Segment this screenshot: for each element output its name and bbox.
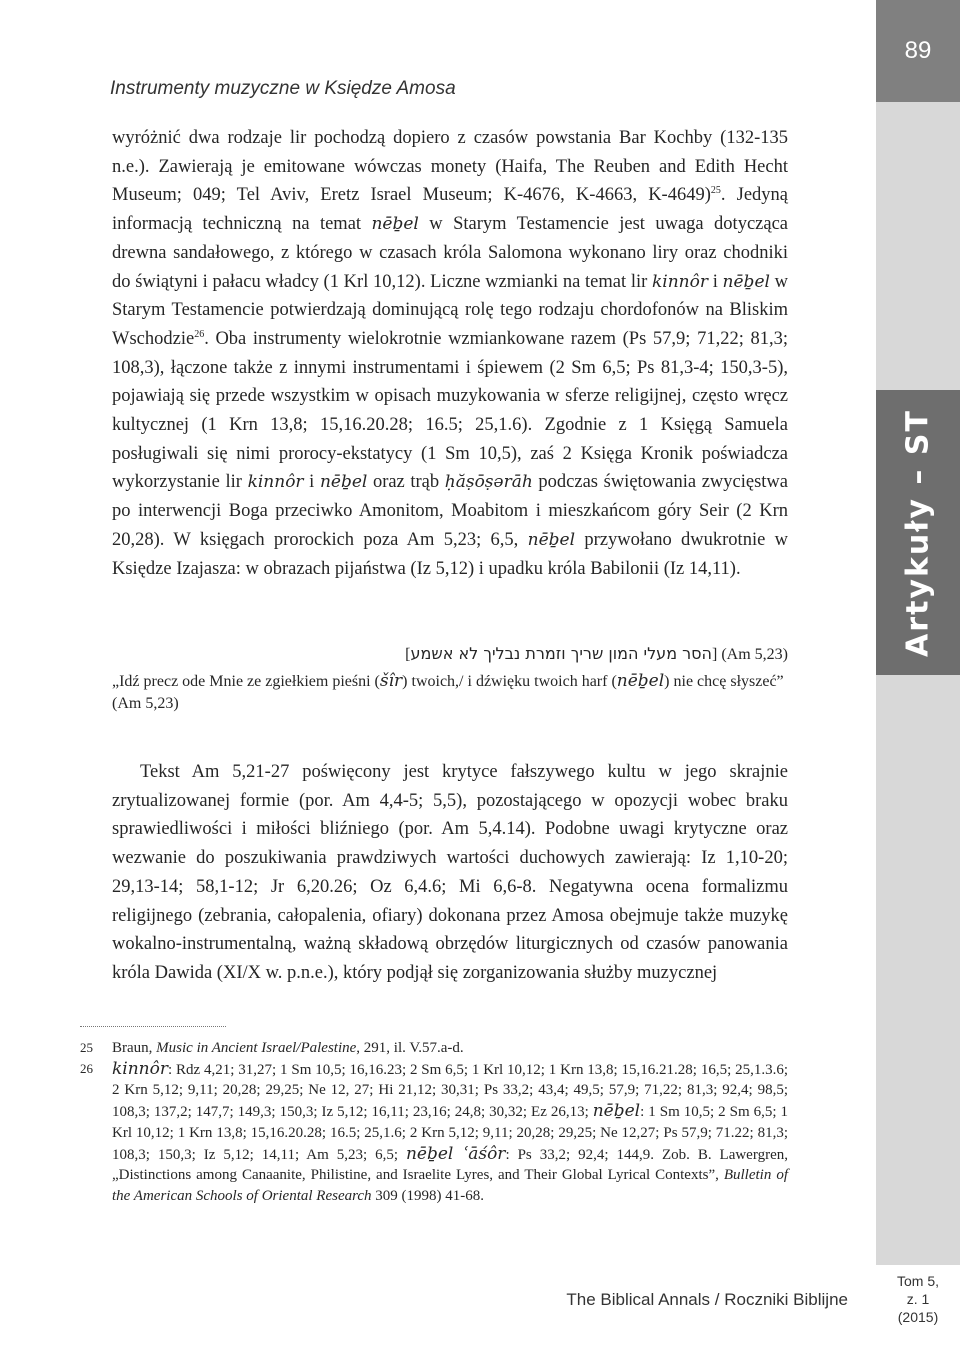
transliteration: nēḇel bbox=[371, 214, 419, 235]
footnote-ref-25[interactable]: 25 bbox=[710, 185, 721, 197]
text-span: . Jedyną informacją techniczną na temat bbox=[112, 185, 788, 235]
text-span: w Starym Testamencie jest uwaga dotycząca drewna sandałowego, z którego w czasach króla Salomona wykonano liry oraz chodniki do świątyni i pałacu władcy (1 Krl 10,12). Liczne wzmianki na temat lir bbox=[112, 214, 789, 292]
book-title: Music in Ancient Israel/Palestine bbox=[156, 1040, 357, 1056]
text-span: „Idź precz ode Mnie ze zgiełkiem pieśni ( bbox=[112, 673, 380, 690]
transliteration: kinnôr bbox=[112, 1058, 168, 1079]
footnote-body bbox=[112, 1059, 788, 1207]
text-span: : Rdz 4,21; 31,27; 1 Sm 10,5; 16,16.23; 2 Sm 6,5; 1 Krl 10,12; 1 Krn 13,8; 15,16.21.28; 16,5; 25,1.3.6; 2 Krn 5,12; 9,11; 20,28; 29,25; Ne 12, 27; Hi 21,12; 30,31; Ps 33,2; 43,4; 49,5; 57,9; 71,22; 81,3; 92,4; 98,5; 108,3; 137,2; 147,7; 149,3; 150,3; Iz 5,12; 16,11; 23,16; 24,8; 30,32; Ez 26,13; bbox=[112, 1061, 788, 1121]
text-span: w Starym Testamencie potwierdzają dominującą rolę tego rodzaju chordofonów na Bliskim Wschodzie bbox=[112, 271, 789, 349]
hebrew-text: הסר מעלי המון שריך וזמרת נבליך לא אשמע bbox=[410, 644, 713, 663]
transliteration: nēḇel bbox=[319, 472, 368, 493]
footnote-ref-26[interactable]: 26 bbox=[194, 328, 205, 340]
text-span: , 291, il. V.57.a-d. bbox=[356, 1040, 464, 1056]
section-tab bbox=[876, 390, 960, 675]
text-span: przywołano dwukrotnie w Księdze Izajasza: w obrazach pijaństwa (Iz 5,12) i upadku króla Babilonii (Iz 14,11). bbox=[112, 529, 788, 579]
volume-line: Tom 5, bbox=[896, 1273, 939, 1289]
transliteration: nēḇel bbox=[592, 1101, 641, 1122]
transliteration: nēḇel bbox=[616, 671, 665, 691]
text-span: ) nie chcę słyszeć” (Am 5,23) bbox=[112, 673, 784, 712]
side-rule-lower bbox=[876, 675, 960, 1265]
text-span: oraz trąb bbox=[367, 472, 445, 493]
text-span: ) twoich,/ i dźwięku twoich harf ( bbox=[402, 673, 617, 690]
transliteration: kinnôr bbox=[651, 271, 708, 292]
polish-quote bbox=[112, 670, 788, 715]
side-rule-upper bbox=[876, 102, 960, 390]
text-span: i bbox=[707, 271, 723, 292]
transliteration: kinnôr bbox=[247, 472, 304, 493]
footnote-number: 25 bbox=[80, 1040, 93, 1055]
text-span: . Oba instrumenty wielokrotnie wzmiankowane razem (Ps 57,9; 71,22; 81,3; 108,3), łączone także z innymi instrumentami i śpiewem (2 Sm 6,5; Ps 81,3-4; 150,3-5), pojawiają się przede wszystkim w opisach muzykowania w sferze religijnej, często wręcz kultycznej (1 Krn 13,8; 15,16.20.28; 16.5; 25,1.6). Zgodnie z 1 Księgą Samuela posługiwali się nimi prorocy-ekstatycy (1 Sm 10,5), zaś 2 Księga Kronik poświadcza wykorzystanie lir bbox=[112, 328, 788, 493]
page-number-text: 89 bbox=[904, 37, 932, 64]
quote-reference: (Am 5,23) bbox=[717, 646, 788, 663]
year-line: (2015) bbox=[897, 1309, 939, 1325]
issue-line: z. 1 bbox=[906, 1291, 930, 1307]
text-span: i bbox=[303, 472, 320, 493]
transliteration: ḥăṣōṣərāh bbox=[444, 472, 533, 493]
bracket-open: [ bbox=[405, 646, 411, 663]
transliteration: nēḇel ʿāśôr bbox=[405, 1143, 506, 1164]
footnote-26 bbox=[80, 1059, 788, 1207]
footnote-divider bbox=[80, 1026, 226, 1027]
footnote-body bbox=[112, 1038, 788, 1059]
bracket-close: ] bbox=[712, 646, 718, 663]
body-paragraph-2: Tekst Am 5,21-27 poświęcony jest krytyce fałszywego kultu w jego skrajnie zrytualizowanej formie (por. Am 4,4-5; 5,5), pozostającego w opozycji wobec braku sprawiedliwości i miłości bliźniego (por. Am 5,4.14). Podobne uwagi krytyczne oraz wezwanie do poszukiwania prawdziwych wartości duchowych zawierają: Iz 1,10-20; 29,13-14; 58,1-12; Jr 6,20.26; Oz 6,4.6; Mi 6,6-8. Negatywna ocena formalizmu religijnego (zebrania, całopalenia, ofiary) dokonana przez Amosa obejmuje także muzykę wokalno-instrumentalną, ważną składową obrzędów liturgicznych od czasów panowania króla Dawida (XI/X w. p.n.e.), który podjął się zorganizowania służby muzycznej bbox=[112, 762, 788, 983]
footer-volume bbox=[876, 1272, 960, 1326]
footer-journal-title: The Biblical Annals / Roczniki Biblijne bbox=[566, 1290, 848, 1309]
text-span: Braun, bbox=[112, 1040, 157, 1056]
footnote-number: 26 bbox=[80, 1060, 93, 1076]
text-span: 309 (1998) 41-68. bbox=[371, 1187, 485, 1204]
page-number bbox=[876, 0, 960, 102]
text-span: : 1 Sm 10,5; 2 Sm 6,5; 1 Krl 10,12; 1 Krn 13,8; 15,16.20.28; 16.5; 25,1.6; 2 Krn 5,12; 9,11; 20,28; 29,25; Ne 12,27; Ps 57,9; 71.22; 81,3; 108,3; 150,3; Iz 5,12; 14,11; Am 5,23; 6,5; bbox=[112, 1104, 788, 1163]
text-span: : Ps 33,2; 92,4; 144,9. Zob. B. Lawergren, „Distinctions among Canaanite, Philistine, and Israelite Lyres, and Their Global Lyrical Contexts”, bbox=[112, 1146, 788, 1184]
running-head: Instrumenty muzyczne w Księdze Amosa bbox=[110, 78, 456, 99]
text-span: wyróżnić dwa rodzaje lir pochodzą dopiero z czasów powstania Bar Kochby (132-135 n.e.). Zawierają je emitowane wówczas monety (Haifa, The Reuben and Edith Hecht Museum; 049; Tel Aviv, Eretz Israel Museum; K-4676, K-4663, K-4649) bbox=[112, 128, 788, 206]
transliteration: nēḇel bbox=[722, 271, 770, 292]
transliteration: nēḇel bbox=[527, 529, 576, 550]
journal-title: Bulletin of the American Schools of Oriental Research bbox=[112, 1167, 788, 1204]
text-span: podczas świętowania zwycięstwa po interwencji Boga przeciwko Amonitom, Moabitom i mieszkańcom góry Seir (2 Krn 20,28). W księgach prorockich poza Am 5,23; 6,5, bbox=[112, 472, 789, 550]
hebrew-quote bbox=[360, 644, 788, 664]
section-label: Artykuły – ST bbox=[900, 408, 936, 657]
footnote-25 bbox=[80, 1038, 788, 1059]
footnotes bbox=[80, 1038, 788, 1207]
transliteration: šîr bbox=[379, 671, 403, 691]
body-paragraph-1 bbox=[112, 124, 788, 583]
